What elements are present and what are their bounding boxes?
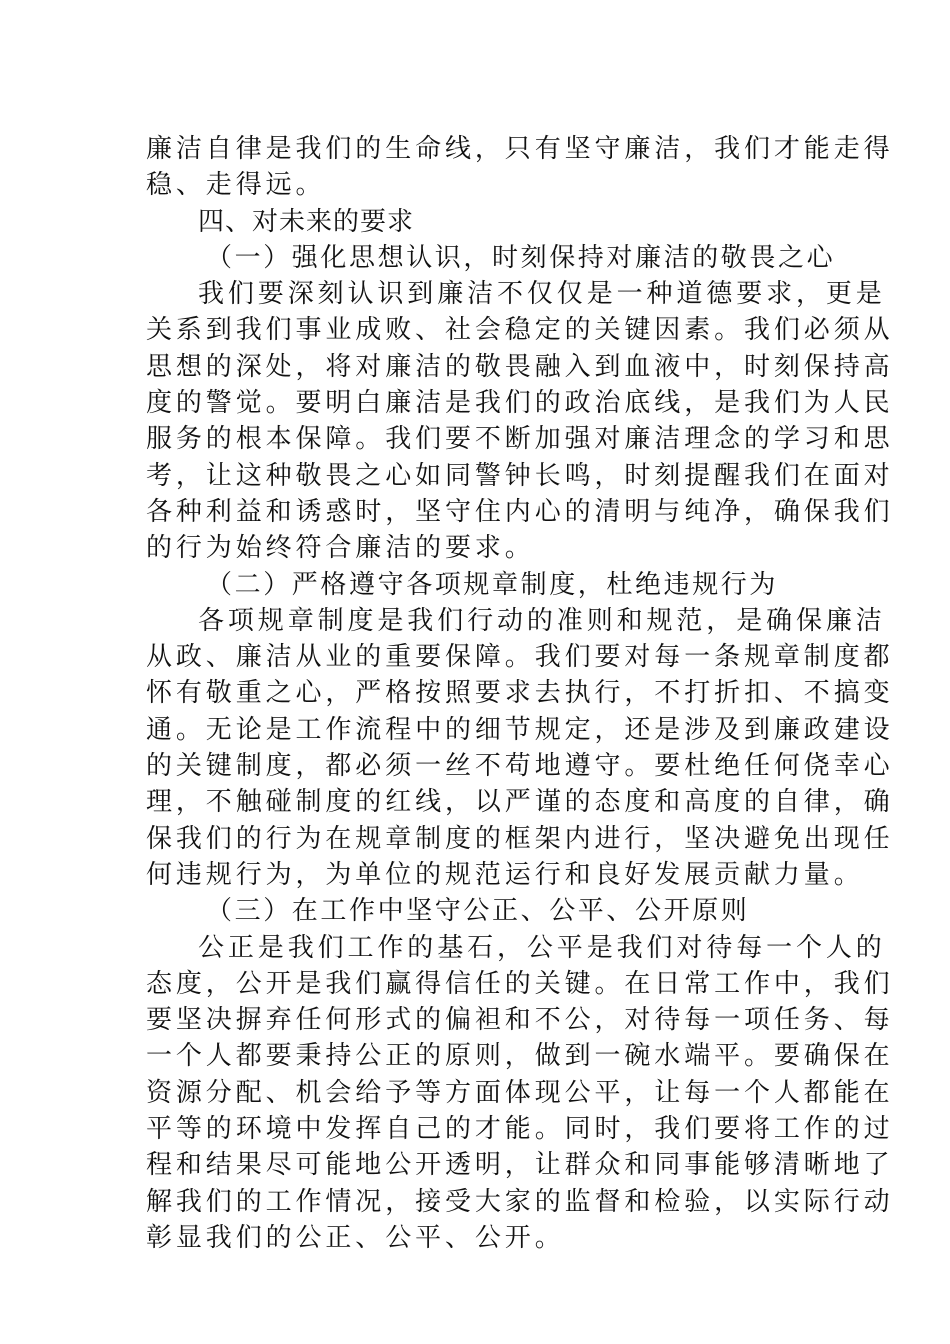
intro-line: 稳、走得远。 (146, 170, 326, 201)
subsection-heading: （二）严格遵守各项规章制度，杜绝违规行为 (206, 569, 779, 600)
paragraph-line: 我们要深刻认识到廉洁不仅仅是一种道德要求，更是 (198, 279, 886, 310)
paragraph-line: 通。无论是工作流程中的细节规定，还是涉及到廉政建设 (146, 714, 894, 745)
section-heading: 四、对未来的要求 (198, 206, 415, 237)
paragraph-line: 理，不触碰制度的红线，以严谨的态度和高度的自律，确 (146, 787, 894, 818)
paragraph-line: 彰显我们的公正、公平、公开。 (146, 1222, 565, 1253)
paragraph-line: 要坚决摒弃任何形式的偏袒和不公，对待每一项任务、每 (146, 1005, 894, 1036)
subsection-heading: （三）在工作中坚守公正、公平、公开原则 (206, 896, 750, 927)
paragraph-line: 一个人都要秉持公正的原则，做到一碗水端平。要确保在 (146, 1041, 894, 1072)
paragraph-line: 从政、廉洁从业的重要保障。我们要对每一条规章制度都 (146, 642, 894, 673)
paragraph-line: 服务的根本保障。我们要不断加强对廉洁理念的学习和思 (146, 424, 894, 455)
paragraph-line: 平等的环境中发挥自己的才能。同时，我们要将工作的过 (146, 1114, 894, 1145)
subsection-heading: （一）强化思想认识，时刻保持对廉洁的敬畏之心 (206, 242, 836, 273)
paragraph-line: 资源分配、机会给予等方面体现公平，让每一个人都能在 (146, 1077, 894, 1108)
paragraph-line: 保我们的行为在规章制度的框架内进行，坚决避免出现任 (146, 823, 894, 854)
paragraph-line: 态度，公开是我们赢得信任的关键。在日常工作中，我们 (146, 968, 894, 999)
paragraph-line: 何违规行为，为单位的规范运行和良好发展贡献力量。 (146, 859, 864, 890)
paragraph-line: 的行为始终符合廉洁的要求。 (146, 533, 535, 564)
paragraph-line: 度的警觉。要明白廉洁是我们的政治底线，是我们为人民 (146, 388, 894, 419)
paragraph-line: 解我们的工作情况，接受大家的监督和检验，以实际行动 (146, 1186, 894, 1217)
paragraph-line: 思想的深处，将对廉洁的敬畏融入到血液中，时刻保持高 (146, 351, 894, 382)
paragraph-line: 程和结果尽可能地公开透明，让群众和同事能够清晰地了 (146, 1150, 894, 1181)
intro-line: 廉洁自律是我们的生命线，只有坚守廉洁，我们才能走得 (146, 134, 894, 164)
paragraph-line: 的关键制度，都必须一丝不苟地遵守。要杜绝任何侥幸心 (146, 751, 894, 782)
paragraph-line: 考，让这种敬畏之心如同警钟长鸣，时刻提醒我们在面对 (146, 460, 894, 491)
paragraph-line: 怀有敬重之心，严格按照要求去执行，不打折扣、不搞变 (146, 678, 894, 709)
paragraph-line: 各种利益和诱惑时，坚守住内心的清明与纯净，确保我们 (146, 496, 894, 527)
paragraph-line: 各项规章制度是我们行动的准则和规范，是确保廉洁 (198, 605, 886, 636)
paragraph-line: 公正是我们工作的基石，公平是我们对待每一个人的 (198, 932, 886, 963)
document-body (146, 131, 894, 1256)
paragraph-line: 关系到我们事业成败、社会稳定的关键因素。我们必须从 (146, 315, 894, 346)
